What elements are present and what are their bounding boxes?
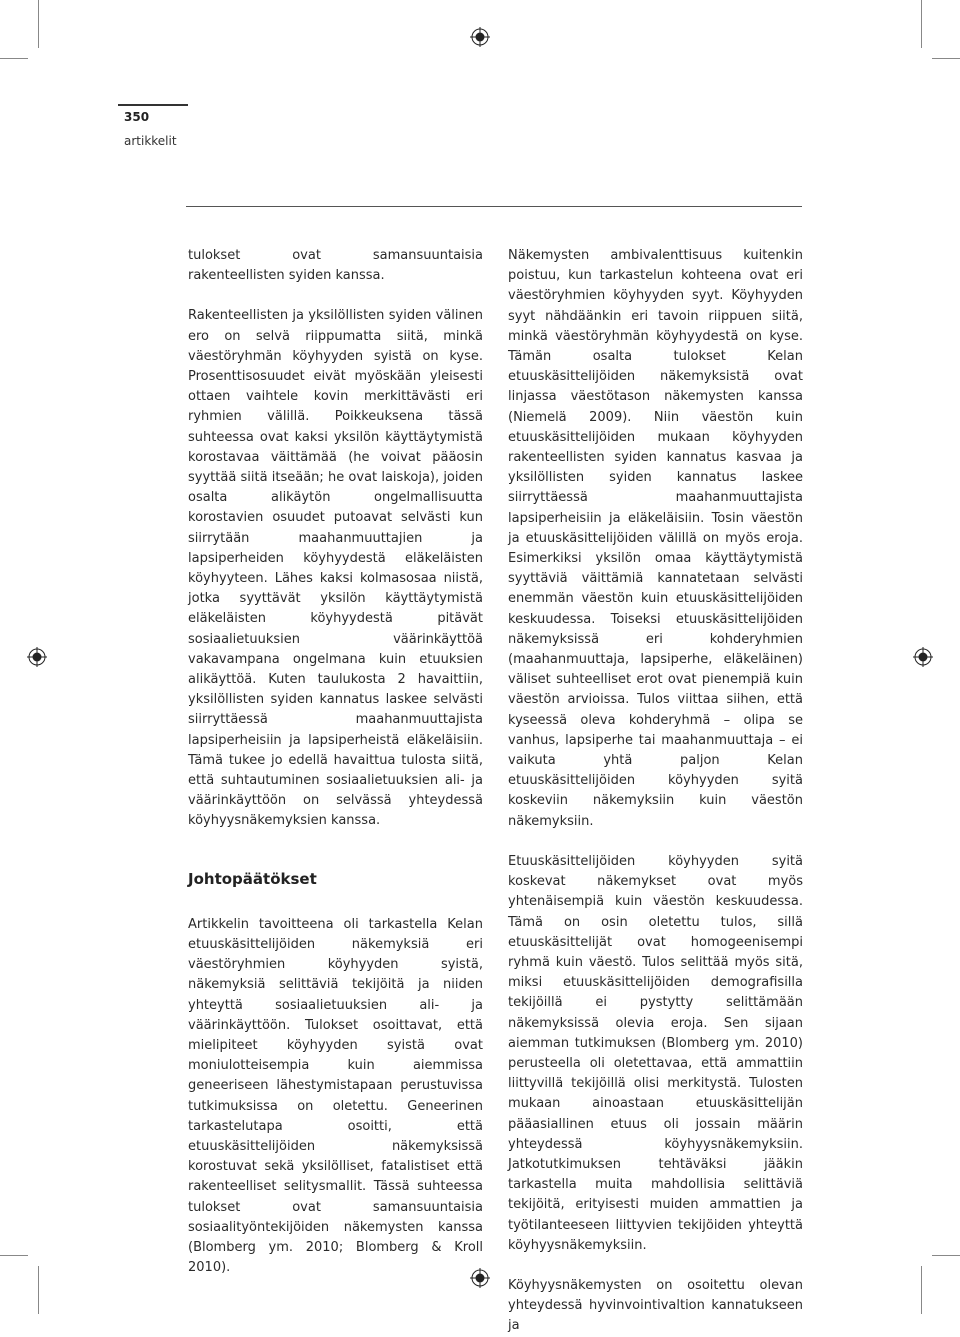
paragraph: Rakenteellisten ja yksilöllisten syiden välinen ero on selvä riippumatta siitä, minkä väestöryhmän köyhyyden syistä on kyse. Prosenttisosuudet eivät myöskään yleisesti ottaen vaihtele kovin merkittävästi eri ryhmien välillä. Poikkeuksena tässä suhteessa ovat kaksi yksilön käyttäytymistä korostavaa väittämää (he voivat pääosin syyttää siitä itseään; he ovat laiskoja), joiden osalta alikäytön ongelmallisuutta korostavien osuudet putoavat selvästi kun siirrytään maahanmuuttajien ja lapsiperheiden köyhyydestä eläkeläisten köyhyyteen. Lähes kaksi kolmasosaa niistä, jotka syyttävät yksilön käyttäytymistä eläkeläisten köyhyydestä pitävät sosiaalietuuksien väärinkäyttöä vakavampana ongelmana kuin etuuksien alikäyttöä. Kuten taulukosta 2 havaittiin, yksilöllisten syiden kannatus laskee selvästi siirryttäessä maahanmuuttajista lapsiperheisiin ja lapsiperheistä eläkeläisiin. Tämä tukee jo edellä havaittua tulosta siitä, että suhtautuminen sosiaalietuuksien ali- ja väärinkäyttöön on selvässä yhteydessä köyhyysnäkemyksien kanssa.	[188, 308, 483, 829]
paragraph: Köyhyysnäkemysten on osoitettu olevan yhteydessä hyvinvointivaltion kannatukseen ja	[508, 1277, 803, 1334]
right-column	[508, 246, 803, 1337]
crop-mark	[932, 58, 960, 59]
left-column	[188, 246, 483, 1278]
crop-mark	[921, 1266, 922, 1314]
crop-mark	[921, 0, 922, 48]
header-rule	[186, 206, 802, 207]
paragraph: Näkemysten ambivalenttisuus kuitenkin poistuu, kun tarkastelun kohteena ovat eri väestöryhmien köyhyyden syyt. Köyhyyden syyt nähdäänkin eri tavoin riippuen siitä, minkä väestöryhmän köyhyydestä on kyse. Tämän osalta tulokset Kelan etuuskäsittelijöiden näkemyksistä ovat linjassa väestötason näkemysten kanssa (Niemelä 2009). Niin väestön kuin etuuskäsittelijöiden mukaan köyhyyden rakenteellisten syiden kannatus kasvaa ja yksilöllisten syiden kannatus laskee siirryttäessä maahanmuuttajista lapsiperheisiin ja eläkeläisiin. Tosin väestön ja etuuskäsittelijöiden välillä on myös eroja. Esimerkiksi yksilön omaa käyttäytymistä syyttäviä väittämiä kannatetaan selvästi enemmän väestön kuin etuuskäsittelijöiden keskuudessa. Toiseksi etuuskäsittelijöiden näkemyksissä eri kohderyhmien (maahanmuuttaja, lapsiperhe, eläkeläinen) väliset suhteelliset erot ovat pienempiä kuin väestön arvioissa. Tulos viittaa siihen, että kyseessä oleva kohderyhmä – olipa se vanhus, lapsiperhe tai maahanmuuttaja – ei vaikuta yhtä paljon Kelan etuuskäsittelijöiden köyhyyden syitä koskeviin näkemyksiin kuin väestön näkemyksiin.	[508, 248, 803, 829]
section-label: artikkelit	[124, 134, 177, 148]
crop-mark	[38, 0, 39, 48]
registration-mark-icon	[27, 647, 47, 667]
page-number: 350	[124, 110, 150, 124]
crop-mark	[0, 58, 28, 59]
section-heading: Johtopäätökset	[188, 869, 317, 888]
header-bar	[118, 104, 188, 106]
paragraph: Artikkelin tavoitteena oli tarkastella Kelan etuuskäsittelijöiden näkemyksiä eri väestöryhmien köyhyyden syistä, näkemyksiä selittäviä tekijöitä ja niiden yhteyttä sosiaalietuuksien ali- ja väärinkäyttöön. Tulokset osoittavat, että mielipiteet köyhyyden syistä ovat moniulotteisempia kuin aiemmissa geneeriseen lähestymistapaan perustuvissa tutkimuksissa on oletettu. Geneerinen tarkastelutapa osoitti, että etuuskäsittelijöiden näkemyksissä korostuvat sekä yksilölliset, fatalistiset että rakenteelliset selitysmallit. Tässä suhteessa tulokset ovat samansuuntaisia sosiaalityöntekijöiden näkemysten kanssa (Blomberg ym. 2010; Blomberg & Kroll 2010).	[188, 916, 483, 1276]
paragraph: Etuuskäsittelijöiden köyhyyden syitä koskevat näkemykset ovat myös yhtenäisempiä kuin väestön keskuudessa. Tämä on osin oletettu tulos, sillä etuuskäsittelijät ovat homogeenisempi ryhmä kuin väestö. Tulos selittää myös sitä, miksi etuuskäsittelijöiden demografisilla tekijöillä ei pystytty selittämään näkemyksissä olevia eroja. Sen sijaan aiemman tutkimuksen (Blomberg ym. 2010) perusteella oli oletettavaa, että ammattiin liittyvillä tekijöillä olisi merkitystä. Tulosten mukaan ainoastaan etuuskäsittelijän pääasiallinen etuus oli jossain määrin yhteydessä köyhyysnäkemyksiin. Jatkotutkimuksen tehtäväksi jääkin tarkastella muita mahdollisia selittäviä tekijöitä, erityisesti muiden ammattien ja työtilanteeseen liittyvien tekijöiden yhteyttä köyhyysnäkemyksiin.	[508, 853, 803, 1253]
crop-mark	[932, 1255, 960, 1256]
registration-mark-icon	[913, 647, 933, 667]
paragraph: tulokset ovat samansuuntaisia rakenteellisten syiden kanssa.	[188, 248, 483, 284]
registration-mark-icon	[470, 27, 490, 47]
crop-mark	[38, 1266, 39, 1314]
crop-mark	[0, 1255, 28, 1256]
